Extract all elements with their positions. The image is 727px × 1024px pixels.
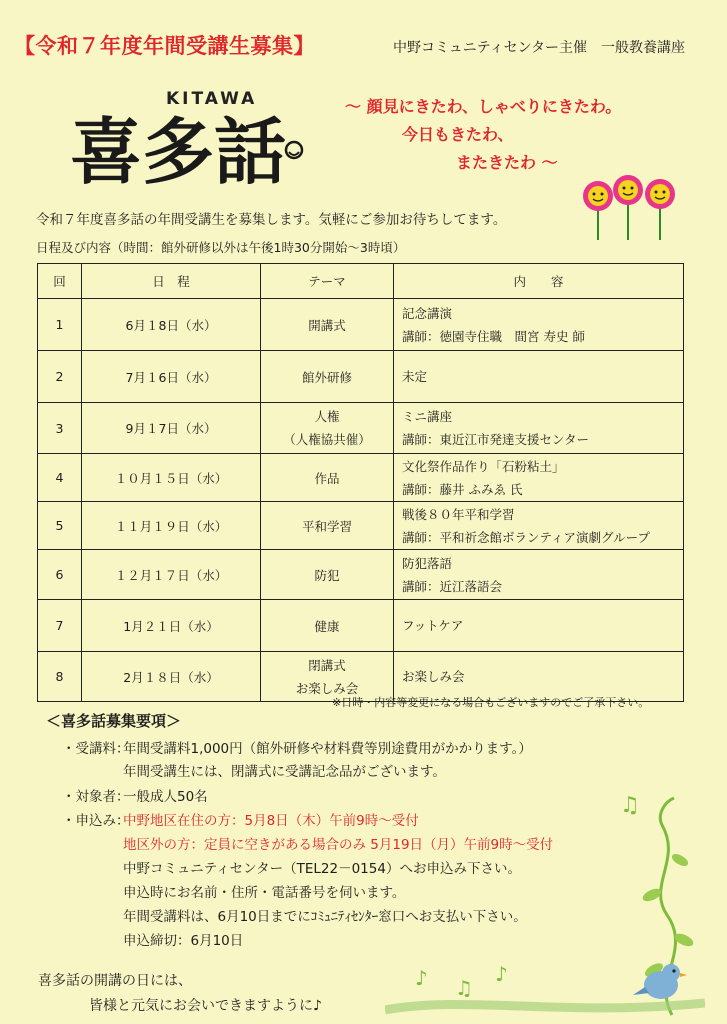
session-date: １１月１９日（水） [82, 502, 261, 550]
schedule-table [37, 263, 684, 702]
session-no: 3 [38, 403, 82, 454]
session-theme: 閉講式 お楽しみ会 [261, 652, 394, 702]
closing-line-1: 喜多話の開講の日には、 [38, 973, 192, 989]
apply-outside-residents: 地区外の方：定員に空きがある場合のみ 5月19日（月）午前9時～受付 [123, 837, 554, 853]
apply-deadline: 申込締切：6月10日 [123, 933, 244, 949]
session-theme: 人権 （人権協共催） [261, 403, 394, 454]
apply-info-required: 申込時にお名前・住所・電話番号を伺います。 [123, 885, 406, 901]
header-date: 日 程 [82, 264, 261, 299]
svg-text:♪: ♪ [495, 962, 508, 986]
music-note-icon [620, 793, 640, 818]
session-content: 記念講演 講師：徳園寺住職 間宮 寿史 師 [394, 299, 684, 351]
session-date: 1月２１日（水） [82, 600, 261, 652]
session-content: お楽しみ会 [394, 652, 684, 702]
fee-label: ・受講料： [62, 741, 130, 757]
session-content: 戦後８０年平和学習 講師：平和祈念館ボランティア演劇グループ [394, 502, 684, 550]
target-value: 一般成人50名 [123, 789, 208, 805]
session-content: ミニ講座 講師：東近江市発達支援センター [394, 403, 684, 454]
svg-text:♫: ♫ [620, 793, 640, 818]
session-no: 7 [38, 600, 82, 652]
session-no: 8 [38, 652, 82, 702]
session-content: 未定 [394, 351, 684, 403]
session-date: 6月１8日（水） [82, 299, 261, 351]
session-theme: 健康 [261, 600, 394, 652]
flyer-title: 【令和７年度年間受講生募集】 [14, 34, 315, 58]
table-row [38, 403, 684, 454]
session-no: 4 [38, 454, 82, 502]
header-content: 内 容 [394, 264, 684, 299]
header-no: 回 [38, 264, 82, 299]
kitawa-logo [68, 82, 338, 192]
flower-icon [645, 179, 675, 209]
session-content: フットケア [394, 600, 684, 652]
session-content: 文化祭作品作り「石粉粘土」 講師：藤井 ふみゑ 氏 [394, 454, 684, 502]
session-no: 2 [38, 351, 82, 403]
schedule-note: 日程及び内容（時間：館外研修以外は午後1時30分開始～3時頃） [36, 240, 406, 255]
session-theme: 平和学習 [261, 502, 394, 550]
session-date: 2月１８日（水） [82, 652, 261, 702]
requirements-title: ＜喜多話募集要項＞ [46, 712, 182, 730]
catchphrase-line-1: ～ 顔見にきたわ、しゃべりにきたわ。 [345, 97, 622, 116]
apply-contact: 中野コミュニティセンター（TEL22－0154）へお申込み下さい。 [123, 861, 521, 877]
table-row [38, 351, 684, 403]
session-no: 1 [38, 299, 82, 351]
apply-local-residents: 中野地区在住の方：5月8日（木）午前9時～受付 [123, 813, 419, 829]
header-theme: テーマ [261, 264, 394, 299]
table-row [38, 454, 684, 502]
flower-icon [583, 181, 613, 211]
target-label: ・対象者： [62, 789, 130, 805]
catchphrase-line-3: またきたわ ～ [456, 153, 558, 172]
logo-reading: KITAWA [166, 89, 258, 109]
session-theme: 作品 [261, 454, 394, 502]
table-row [38, 600, 684, 652]
session-no: 6 [38, 550, 82, 600]
session-content: 防犯落語 講師：近江落語会 [394, 550, 684, 600]
flowers-illustration [578, 172, 698, 242]
catchphrase-line-2: 今日もきたわ、 [402, 125, 514, 144]
organizer-text: 中野コミュニティセンター主催 一般教養講座 [393, 40, 686, 56]
session-date: １０月１５日（水） [82, 454, 261, 502]
table-row [38, 550, 684, 600]
bird-icon [633, 964, 687, 999]
apply-payment: 年間受講料は、6月10日までにｺﾐｭﾆﾃｨｾﾝﾀｰ窓口へお支払い下さい。 [123, 909, 527, 925]
session-date: 7月１6日（水） [82, 351, 261, 403]
logo-text: 喜多話 [70, 109, 287, 192]
bird-illustration [385, 955, 705, 1020]
session-date: １２月１７日（水） [82, 550, 261, 600]
table-row [38, 299, 684, 351]
flower-icon [613, 175, 643, 205]
table-row [38, 502, 684, 550]
smile-icon [286, 142, 302, 158]
music-note-icon [415, 962, 508, 1000]
closing-line-2: 皆様と元気にお会いできますように♪ [89, 998, 322, 1014]
session-date: 9月１7日（水） [82, 403, 261, 454]
svg-text:♫: ♫ [455, 976, 473, 1000]
session-theme: 開講式 [261, 299, 394, 351]
apply-label: ・申込み： [62, 813, 130, 829]
session-no: 5 [38, 502, 82, 550]
change-notice: ※日時・内容等変更になる場合もございますのでご了承下さい。 [332, 696, 650, 709]
session-theme: 防犯 [261, 550, 394, 600]
table-header-row [38, 264, 684, 299]
fee-line-2: 年間受講生には、閉講式に受講記念品がございます。 [123, 764, 446, 780]
fee-line-1: 年間受講料1,000円（館外研修や材料費等別途費用がかかります。） [123, 741, 532, 757]
svg-text:♪: ♪ [415, 966, 428, 990]
intro-text: 令和７年度喜多話の年間受講生を募集します。気軽にご参加お待ちしてます。 [36, 212, 507, 228]
session-theme: 館外研修 [261, 351, 394, 403]
